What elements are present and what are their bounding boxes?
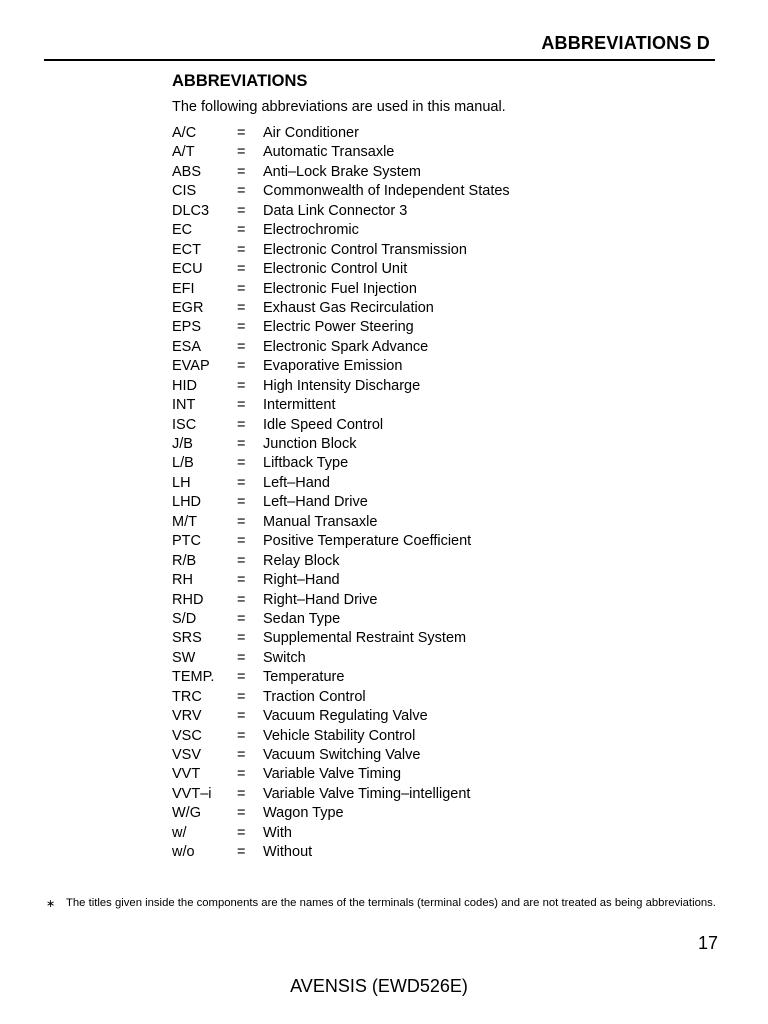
- abbreviation-term: EFI: [172, 280, 195, 297]
- equals-sign: =: [237, 338, 246, 355]
- equals-sign: =: [237, 436, 246, 452]
- abbreviation-row: [172, 338, 510, 357]
- abbreviation-definition: Switch: [263, 649, 306, 666]
- abbreviation-definition: Electric Power Steering: [263, 319, 414, 336]
- equals-sign: =: [237, 824, 246, 841]
- abbreviation-definition: Right–Hand Drive: [263, 591, 378, 608]
- abbreviation-definition: Electronic Control Transmission: [263, 241, 467, 258]
- abbreviation-row: [172, 688, 510, 707]
- abbreviation-term: SW: [172, 649, 196, 666]
- abbreviation-row: [172, 396, 510, 415]
- abbreviation-definition: Automatic Transaxle: [263, 144, 395, 161]
- abbreviation-term: VSC: [172, 727, 202, 744]
- abbreviation-row: [172, 260, 510, 279]
- equals-sign: =: [237, 125, 246, 141]
- abbreviation-term: w/: [172, 824, 187, 841]
- abbreviation-term: EPS: [172, 319, 202, 336]
- equals-sign: =: [237, 747, 246, 763]
- abbreviation-row: [172, 241, 510, 260]
- abbreviation-definition: Relay Block: [263, 552, 340, 569]
- equals-sign: =: [237, 494, 246, 511]
- abbreviation-definition: Left–Hand: [263, 474, 330, 491]
- abbreviation-term: VVT–i: [172, 785, 212, 802]
- abbreviation-row: [172, 746, 510, 765]
- abbreviation-definition: Without: [263, 844, 313, 861]
- abbreviation-term: HID: [172, 377, 197, 394]
- equals-sign: =: [237, 533, 246, 550]
- equals-sign: =: [237, 416, 246, 433]
- abbreviation-row: [172, 124, 510, 143]
- abbreviation-definition: Vacuum Regulating Valve: [263, 708, 428, 725]
- equals-sign: =: [237, 183, 246, 200]
- equals-sign: =: [237, 397, 246, 414]
- abbreviation-definition: Supplemental Restraint System: [263, 630, 467, 647]
- abbreviation-term: INT: [172, 397, 196, 414]
- abbreviation-row: [172, 727, 510, 746]
- abbreviation-term: VRV: [172, 708, 202, 725]
- abbreviation-definition: Right–Hand: [263, 572, 340, 589]
- model-footer: AVENSIS (EWD526E): [290, 976, 468, 996]
- equals-sign: =: [237, 358, 246, 375]
- abbreviation-row: [172, 435, 510, 454]
- abbreviation-term: A/C: [172, 125, 197, 141]
- abbreviation-list: [172, 124, 510, 863]
- abbreviation-definition: Electronic Spark Advance: [263, 338, 429, 355]
- abbreviation-row: [172, 532, 510, 551]
- abbreviation-term: M/T: [172, 513, 197, 530]
- abbreviation-term: EGR: [172, 299, 204, 316]
- equals-sign: =: [237, 688, 246, 705]
- equals-sign: =: [237, 241, 246, 258]
- abbreviation-row: [172, 629, 510, 648]
- abbreviation-term: ECU: [172, 261, 203, 278]
- abbreviation-row: [172, 221, 510, 240]
- equals-sign: =: [237, 474, 246, 491]
- equals-sign: =: [237, 591, 246, 608]
- equals-sign: =: [237, 222, 246, 239]
- equals-sign: =: [237, 299, 246, 316]
- abbreviation-term: TRC: [172, 688, 202, 705]
- abbreviation-definition: Electrochromic: [263, 222, 359, 239]
- abbreviation-definition: Vehicle Stability Control: [263, 727, 416, 744]
- abbreviation-term: RH: [172, 572, 193, 589]
- abbreviation-term: LH: [172, 474, 191, 491]
- abbreviation-row: [172, 707, 510, 726]
- abbreviation-row: [172, 202, 510, 221]
- abbreviation-term: RHD: [172, 591, 204, 608]
- abbreviation-term: LHD: [172, 494, 202, 511]
- abbreviation-row: [172, 785, 510, 804]
- abbreviation-term: SRS: [172, 630, 202, 647]
- equals-sign: =: [237, 202, 246, 219]
- abbreviation-row: [172, 591, 510, 610]
- abbreviation-row: [172, 552, 510, 571]
- abbreviation-term: DLC3: [172, 202, 210, 219]
- abbreviation-term: w/o: [172, 844, 195, 861]
- equals-sign: =: [237, 669, 246, 686]
- footnote-text: The titles given inside the components are the names of the terminals (terminal codes) and are not treated as being abbreviations.: [66, 897, 716, 909]
- abbreviation-row: [172, 299, 510, 318]
- abbreviation-definition: Wagon Type: [263, 805, 344, 822]
- equals-sign: =: [237, 513, 246, 530]
- abbreviation-row: [172, 571, 510, 590]
- equals-sign: =: [237, 261, 246, 278]
- abbreviation-definition: Liftback Type: [263, 455, 349, 472]
- abbreviation-row: [172, 824, 510, 843]
- abbreviation-row: [172, 280, 510, 299]
- abbreviation-definition: Anti–Lock Brake System: [263, 163, 421, 180]
- abbreviation-term: ECT: [172, 241, 201, 258]
- header-divider: [44, 59, 715, 61]
- equals-sign: =: [237, 163, 246, 180]
- equals-sign: =: [237, 805, 246, 822]
- abbreviation-term: EC: [172, 222, 193, 239]
- equals-sign: =: [237, 552, 246, 569]
- abbreviation-row: [172, 377, 510, 396]
- section-title: ABBREVIATIONS: [172, 72, 308, 90]
- abbreviation-definition: Idle Speed Control: [263, 416, 384, 433]
- abbreviation-term: VSV: [172, 747, 202, 763]
- abbreviation-term: A/T: [172, 144, 195, 161]
- abbreviation-definition: Traction Control: [263, 688, 366, 705]
- equals-sign: =: [237, 708, 246, 725]
- abbreviation-definition: Intermittent: [263, 397, 336, 414]
- abbreviation-definition: High Intensity Discharge: [263, 377, 421, 394]
- abbreviation-definition: Exhaust Gas Recirculation: [263, 299, 434, 316]
- equals-sign: =: [237, 280, 246, 297]
- abbreviation-term: CIS: [172, 183, 197, 200]
- equals-sign: =: [237, 630, 246, 647]
- abbreviation-definition: Commonwealth of Independent States: [263, 183, 510, 200]
- abbreviation-row: [172, 765, 510, 784]
- abbreviation-row: [172, 163, 510, 182]
- equals-sign: =: [237, 785, 246, 802]
- equals-sign: =: [237, 649, 246, 666]
- abbreviation-term: EVAP: [172, 358, 210, 375]
- abbreviation-row: [172, 357, 510, 376]
- header-title: ABBREVIATIONS D: [541, 33, 710, 53]
- footnote: [46, 896, 716, 910]
- abbreviation-definition: Junction Block: [263, 436, 357, 452]
- abbreviation-definition: Variable Valve Timing: [263, 766, 402, 783]
- equals-sign: =: [237, 572, 246, 589]
- abbreviation-definition: With: [263, 824, 292, 841]
- equals-sign: =: [237, 144, 246, 161]
- abbreviation-row: [172, 416, 510, 435]
- abbreviation-row: [172, 143, 510, 162]
- abbreviation-row: [172, 843, 510, 862]
- intro-text: The following abbreviations are used in this manual.: [172, 99, 506, 115]
- abbreviation-definition: Sedan Type: [263, 610, 341, 627]
- abbreviation-definition: Positive Temperature Coefficient: [263, 533, 472, 550]
- abbreviation-definition: Temperature: [263, 669, 345, 686]
- abbreviation-definition: Air Conditioner: [263, 125, 359, 141]
- abbreviation-term: W/G: [172, 805, 201, 822]
- abbreviation-definition: Variable Valve Timing–intelligent: [263, 785, 471, 802]
- asterisk-icon: ∗: [46, 898, 56, 910]
- abbreviation-row: [172, 513, 510, 532]
- abbreviation-row: [172, 474, 510, 493]
- abbreviation-term: VVT: [172, 766, 201, 783]
- equals-sign: =: [237, 610, 246, 627]
- abbreviation-definition: Left–Hand Drive: [263, 494, 368, 511]
- equals-sign: =: [237, 319, 246, 336]
- abbreviation-row: [172, 493, 510, 512]
- equals-sign: =: [237, 844, 246, 861]
- abbreviation-definition: Manual Transaxle: [263, 513, 378, 530]
- abbreviation-term: R/B: [172, 552, 197, 569]
- abbreviation-definition: Vacuum Switching Valve: [263, 747, 421, 763]
- abbreviation-row: [172, 668, 510, 687]
- equals-sign: =: [237, 377, 246, 394]
- abbreviation-term: ESA: [172, 338, 202, 355]
- abbreviation-row: [172, 182, 510, 201]
- equals-sign: =: [237, 766, 246, 783]
- abbreviation-term: J/B: [172, 436, 193, 452]
- abbreviation-term: TEMP.: [172, 669, 215, 686]
- equals-sign: =: [237, 455, 246, 472]
- abbreviation-definition: Electronic Fuel Injection: [263, 280, 417, 297]
- abbreviation-term: ABS: [172, 163, 202, 180]
- abbreviation-term: PTC: [172, 533, 201, 550]
- abbreviation-row: [172, 454, 510, 473]
- abbreviation-row: [172, 610, 510, 629]
- abbreviation-definition: Evaporative Emission: [263, 358, 403, 375]
- abbreviation-definition: Data Link Connector 3: [263, 202, 408, 219]
- abbreviation-definition: Electronic Control Unit: [263, 261, 408, 278]
- abbreviation-term: L/B: [172, 455, 194, 472]
- page-number: 17: [697, 933, 718, 953]
- abbreviation-row: [172, 804, 510, 823]
- abbreviation-row: [172, 318, 510, 337]
- abbreviation-term: S/D: [172, 610, 197, 627]
- abbreviation-term: ISC: [172, 416, 197, 433]
- equals-sign: =: [237, 727, 246, 744]
- abbreviation-row: [172, 649, 510, 668]
